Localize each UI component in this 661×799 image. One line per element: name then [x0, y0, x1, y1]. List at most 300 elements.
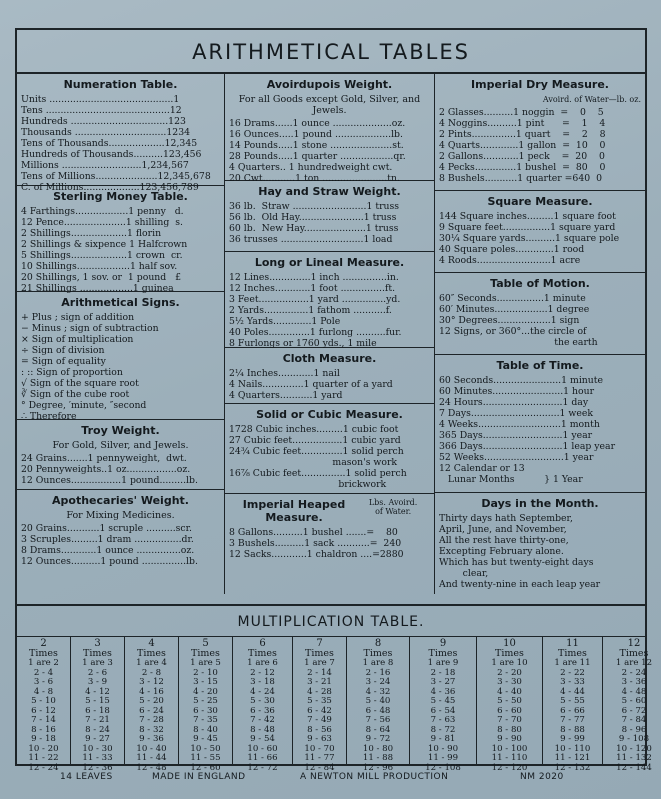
lineal-row: 40 Poles..............1 furlong ..........fur.	[229, 327, 402, 338]
multiplication-row: 3 - 15	[193, 677, 218, 687]
multiplication-row: 4 - 36	[430, 686, 456, 697]
cloth-row: 2¼ Inches............1 nail	[229, 368, 340, 379]
apothecaries-row: 12 Ounces..........1 pound ...............lb.	[21, 556, 198, 567]
multiplication-row: 5 - 25	[193, 696, 218, 706]
avoirdupois-table	[225, 74, 434, 184]
hay-row: 36 trusses ............................1 load	[229, 234, 393, 245]
multiplication-row: 1 are 8	[362, 658, 394, 668]
multiplication-row: 4 - 8	[33, 686, 54, 697]
multiplication-row: 10 - 120	[616, 743, 652, 754]
motion-row: 12 Signs, or 360°...the circle of	[439, 326, 587, 337]
multiplication-row: 9 - 45	[193, 734, 218, 744]
multiplication-row: 1 are 4	[136, 658, 167, 668]
multiplication-number: 5	[202, 638, 209, 649]
signs-row: ÷ Sign of division	[21, 345, 105, 356]
multiplication-row: 2 - 12	[250, 667, 275, 678]
motion-row: 60′ Minutes..................1 degree	[439, 304, 590, 315]
multiplication-row: 6 - 66	[560, 705, 585, 716]
square-table	[435, 191, 645, 273]
signs-title: Arithmetical Signs.	[61, 296, 180, 309]
multiplication-row: 4 - 24	[250, 686, 275, 697]
multiplication-row: 8 - 56	[307, 724, 332, 735]
multiplication-row: 3 - 33	[560, 677, 585, 687]
signs-row: √ Sign of the square root	[21, 378, 139, 389]
cloth-title: Cloth Measure.	[282, 352, 377, 365]
multiplication-row: 9 - 18	[31, 734, 56, 744]
sterling-row: 21 Shillings ..................1 guinea	[21, 283, 174, 294]
multiplication-row: 9 - 72	[365, 734, 391, 744]
multiplication-times-label: Times	[305, 648, 334, 659]
numeration-row: Tens ..........................................12	[21, 105, 182, 116]
multiplication-row: 12 - 132	[554, 762, 591, 773]
multiplication-times-label: Times	[428, 648, 458, 659]
signs-row: × Sign of multiplication	[21, 334, 134, 345]
footer-production: A NEWTON MILL PRODUCTION	[300, 772, 449, 782]
multiplication-row: 6 - 24	[139, 705, 164, 716]
avoirdupois-row: 16 Drams......1 ounce ....................oz.	[229, 118, 406, 129]
multiplication-column	[125, 637, 179, 773]
multiplication-column	[233, 637, 293, 773]
multiplication-row: 5 - 10	[31, 696, 56, 706]
sterling-row: 2 Shillings & sixpence 1 Halfcrown	[21, 239, 188, 250]
multiplication-row: 4 - 20	[193, 686, 218, 697]
multiplication-column	[293, 637, 347, 773]
lineal-row: 12 Inches............1 foot ...............ft.	[229, 283, 396, 294]
multiplication-row: 7 - 28	[139, 715, 164, 725]
multiplication-row: 4 - 48	[621, 686, 647, 697]
time-row: 60 Minutes........................1 hour	[439, 386, 595, 397]
cubic-row: 16⅞ Cubic feet...............1 solid perch	[229, 468, 407, 479]
multiplication-column	[347, 637, 410, 773]
cubic-table	[225, 404, 434, 494]
numeration-row: Units ..........................................1	[21, 94, 180, 105]
multiplication-times-label: Times	[558, 648, 587, 659]
signs-row: = Sign of equality	[21, 356, 106, 367]
multiplication-number: 3	[94, 638, 101, 649]
multiplication-row: 11 - 33	[82, 753, 113, 763]
multiplication-row: 12 - 24	[28, 762, 59, 773]
multiplication-row: 7 - 63	[430, 715, 456, 725]
multiplication-number: 7	[316, 638, 323, 649]
lineal-row: 5½ Yards.............1 Pole	[229, 316, 341, 327]
days-title: Days in the Month.	[481, 497, 599, 510]
multiplication-number: 9	[439, 638, 447, 649]
multiplication-row: 2 - 20	[497, 667, 522, 678]
cubic-row: brickwork	[229, 479, 387, 490]
multiplication-row: 9 - 90	[497, 734, 522, 744]
troy-table	[17, 420, 224, 490]
multiplication-row: 11 - 55	[190, 753, 221, 763]
apothecaries-subtitle: For Mixing Medicines.	[66, 510, 175, 521]
numeration-table	[17, 74, 224, 193]
sterling-title: Sterling Money Table.	[53, 190, 188, 203]
motion-row: the earth	[439, 337, 598, 348]
time-row: 24 Hours...........................1 day	[439, 397, 589, 408]
multiplication-row: 7 - 84	[621, 715, 647, 725]
signs-row: : :: Sign of proportion	[21, 367, 123, 378]
multiplication-row: 6 - 60	[497, 705, 522, 716]
multiplication-number: 6	[259, 638, 266, 649]
dry-unit-header: Avoird. of Water—lb. oz.	[542, 95, 641, 104]
apothecaries-table	[17, 490, 224, 602]
multiplication-row: 6 - 54	[430, 705, 456, 716]
multiplication-row: 11 - 44	[136, 753, 167, 763]
cubic-row: 24¾ Cubic feet..............1 solid perch	[229, 446, 404, 457]
days-row: And twenty-nine in each leap year	[439, 579, 601, 590]
hay-row: 60 lb. New Hay.....................1 truss	[229, 223, 399, 234]
multiplication-row: 4 - 16	[139, 686, 164, 697]
signs-row: ° Degree, ′minute, ″second	[21, 400, 147, 411]
lineal-row: 8 Furlongs or 1760 yds., 1 mile	[229, 338, 377, 349]
multiplication-row: 12 - 36	[82, 762, 113, 773]
multiplication-row: 3 - 9	[87, 677, 108, 687]
multiplication-row: 10 - 60	[247, 743, 278, 754]
troy-subtitle: For Gold, Silver, and Jewels.	[52, 440, 189, 451]
multiplication-row: 9 - 81	[430, 734, 456, 744]
numeration-row: Tens of Millions.....................12,345,678	[21, 171, 211, 182]
multiplication-row: 10 - 110	[554, 743, 591, 754]
footer-made: MADE IN ENGLAND	[152, 772, 246, 782]
sterling-row: 5 Shillings...................1 crown cr.	[21, 250, 183, 261]
time-row: 366 Days...........................1 leap year	[439, 441, 616, 452]
multiplication-times-label: Times	[248, 648, 277, 659]
multiplication-row: 2 - 22	[560, 667, 585, 678]
multiplication-row: 10 - 40	[136, 743, 167, 754]
multiplication-times-label: Times	[619, 648, 649, 659]
multiplication-row: 12 - 120	[491, 762, 528, 773]
multiplication-row: 8 - 24	[85, 724, 110, 735]
multiplication-row: 7 - 21	[85, 715, 110, 725]
multiplication-column	[17, 637, 71, 773]
multiplication-row: 1 are 6	[247, 658, 278, 668]
footer-leaves: 14 LEAVES	[60, 772, 113, 782]
multiplication-row: 3 - 27	[430, 677, 456, 687]
numeration-row: Hundreds of Thousands..........123,456	[21, 149, 202, 160]
sterling-row: 4 Farthings..................1 penny d.	[21, 206, 184, 217]
square-row: 9 Square feet................1 square yard	[439, 222, 616, 233]
multiplication-row: 1 are 2	[28, 658, 59, 668]
multiplication-row: 10 - 90	[427, 743, 459, 754]
apothecaries-row: 3 Scruples.........1 dram ................dr.	[21, 534, 194, 545]
days-row: All the rest have thirty-one,	[439, 535, 569, 546]
multiplication-row: 2 - 6	[87, 667, 108, 678]
multiplication-row: 3 - 6	[33, 677, 54, 687]
multiplication-row: 7 - 14	[31, 715, 56, 725]
multiplication-row: 8 - 88	[560, 724, 585, 735]
multiplication-row: 1 are 11	[554, 658, 591, 668]
multiplication-row: 4 - 40	[497, 686, 522, 697]
multiplication-row: 9 - 99	[560, 734, 585, 744]
multiplication-row: 1 are 7	[304, 658, 335, 668]
multiplication-row: 3 - 30	[497, 677, 522, 687]
multiplication-row: 7 - 77	[560, 715, 585, 725]
dry-row: 4 Pecks..............1 bushel = 80 0	[439, 162, 606, 173]
footer-code: NM 2020	[520, 772, 564, 782]
multiplication-row: 11 - 22	[28, 753, 59, 763]
days-row: Excepting February alone.	[439, 546, 564, 557]
multiplication-row: 2 - 18	[430, 667, 456, 678]
column-middle	[225, 74, 435, 594]
multiplication-row: 10 - 70	[304, 743, 335, 754]
hay-row: 56 lb. Old Hay......................1 truss	[229, 212, 397, 223]
multiplication-row: 2 - 8	[141, 667, 162, 678]
days-table	[435, 493, 645, 602]
square-row: 40 Square poles.............1 rood	[439, 244, 585, 255]
multiplication-number: 12	[627, 638, 641, 649]
dry-row: 2 Pints...............1 quart = 2 8	[439, 129, 606, 140]
column-right	[435, 74, 645, 594]
multiplication-row: 7 - 56	[365, 715, 391, 725]
cloth-row: 4 Nails..............1 quarter of a yard	[229, 379, 393, 390]
multiplication-number: 11	[566, 638, 579, 649]
motion-title: Table of Motion.	[490, 277, 590, 290]
time-row: 52 Weeks...........................1 year	[439, 452, 594, 463]
multiplication-row: 4 - 44	[560, 686, 585, 697]
multiplication-row: 7 - 35	[193, 715, 218, 725]
numeration-row: Hundreds .................................123	[21, 116, 186, 127]
multiplication-row: 10 - 100	[491, 743, 528, 754]
multiplication-column	[603, 637, 661, 773]
multiplication-row: 6 - 42	[307, 705, 332, 716]
tables-frame	[15, 28, 653, 773]
apothecaries-title: Apothecaries' Weight.	[52, 494, 189, 507]
square-row: 4 Roods.........................1 acre	[439, 255, 581, 266]
signs-row: + Plus ; sign of addition	[21, 312, 135, 323]
time-row: 365 Days...........................1 year	[439, 430, 593, 441]
time-row: 12 Calendar or 13	[439, 463, 525, 474]
multiplication-row: 3 - 24	[365, 677, 391, 687]
avoirdupois-title: Avoirdupois Weight.	[266, 78, 393, 91]
sterling-row: 2 Shillings...................1 florin	[21, 228, 162, 239]
multiplication-row: 1 are 12	[615, 658, 653, 668]
multiplication-row: 6 - 12	[31, 705, 56, 716]
multiplication-row: 12 - 144	[616, 762, 652, 773]
motion-row: 60″ Seconds................1 minute	[439, 293, 586, 304]
multiplication-column	[477, 637, 543, 773]
multiplication-row: 11 - 88	[362, 753, 394, 763]
avoirdupois-row: 14 Pounds.....1 stone .....................st.	[229, 140, 404, 151]
multiplication-row: 12 - 108	[425, 762, 461, 773]
multiplication-row: 9 - 27	[85, 734, 110, 744]
multiplication-row: 5 - 15	[85, 696, 110, 706]
multiplication-row: 5 - 55	[560, 696, 585, 706]
multiplication-row: 8 - 64	[365, 724, 391, 735]
days-row: April, June, and November,	[439, 524, 567, 535]
multiplication-row: 10 - 80	[362, 743, 394, 754]
lineal-row: 12 Lines..............1 inch ...............in.	[229, 272, 399, 283]
multiplication-row: 1 are 9	[427, 658, 459, 668]
multiplication-row: 10 - 30	[82, 743, 113, 754]
multiplication-row: 8 - 32	[139, 724, 164, 735]
troy-row: 20 Pennyweights..1 oz.................oz.	[21, 464, 191, 475]
multiplication-row: 11 - 99	[427, 753, 459, 763]
signs-table	[17, 292, 224, 420]
dry-row: 4 Noggins..........1 pint = 1 4	[439, 118, 606, 129]
cubic-row: 1728 Cubic inches.........1 cubic foot	[229, 424, 399, 435]
numeration-row: Tens of Thousands...................12,345	[21, 138, 198, 149]
avoirdupois-subtitle: For all Goods except Gold, Silver, and Jewels.	[238, 94, 421, 116]
multiplication-row: 8 - 48	[250, 724, 275, 735]
lineal-row: 2 Yards...............1 fathom ...........f.	[229, 305, 392, 316]
multiplication-number: 10	[503, 638, 516, 649]
dry-row: 8 Bushels...........1 quarter =640 0	[439, 173, 602, 184]
multiplication-row: 5 - 20	[139, 696, 164, 706]
column-left	[17, 74, 225, 594]
multiplication-row: 11 - 77	[304, 753, 335, 763]
square-title: Square Measure.	[487, 195, 593, 208]
signs-row: ∴ Therefore	[21, 411, 77, 422]
multiplication-row: 1 are 5	[190, 658, 221, 668]
multiplication-row: 5 - 35	[307, 696, 332, 706]
multiplication-row: 7 - 49	[307, 715, 332, 725]
hay-title: Hay and Straw Weight.	[258, 185, 401, 198]
multiplication-row: 4 - 12	[85, 686, 110, 697]
numeration-row: Millions ...........................1,234,567	[21, 160, 189, 171]
time-row: 60 Seconds.......................1 minute	[439, 375, 604, 386]
multiplication-row: 9 - 108	[618, 734, 650, 744]
square-row: 30¼ Square yards..........1 square pole	[439, 233, 620, 244]
multiplication-row: 3 - 36	[621, 677, 647, 687]
dry-row: 2 Gallons............1 peck = 20 0	[439, 151, 605, 162]
multiplication-row: 12 - 84	[304, 762, 335, 773]
multiplication-row: 7 - 70	[497, 715, 522, 725]
multiplication-row: 9 - 54	[250, 734, 275, 744]
signs-row: ∛ Sign of the cube root	[21, 389, 130, 400]
multiplication-row: 2 - 24	[621, 667, 647, 678]
square-row: 144 Square inches.........1 square foot	[439, 211, 616, 222]
days-row: Which has but twenty-eight days	[439, 557, 594, 568]
dry-row: 4 Quarts.............1 gallon = 10 0	[439, 140, 606, 151]
heaped-row: 12 Sacks............1 chaldron ....=2880	[229, 549, 404, 560]
multiplication-row: 8 - 72	[430, 724, 456, 735]
avoirdupois-row: 4 Quarters.. 1 hundredweight cwt.	[229, 162, 393, 173]
heaped-unit-header: Lbs. Avoird. of Water.	[368, 498, 418, 516]
heaped-row: 8 Gallons..........1 bushel .......= 80	[229, 527, 398, 538]
multiplication-row: 12 - 72	[247, 762, 278, 773]
cloth-table	[225, 348, 434, 404]
troy-row: 12 Ounces.................1 pound.........lb.	[21, 475, 198, 486]
heaped-title: Imperial Heaped Measure.	[242, 498, 346, 524]
multiplication-row: 7 - 42	[250, 715, 275, 725]
sterling-row: 20 Shillings, 1 sov. or 1 pound £	[21, 272, 182, 283]
multiplication-row: 5 - 40	[365, 696, 391, 706]
avoirdupois-row: 28 Pounds.....1 quarter ..................qr.	[229, 151, 406, 162]
hay-row: 36 lb. Straw .........................1 truss	[229, 201, 400, 212]
motion-table	[435, 273, 645, 355]
heaped-row: 3 Bushels..........1 sack ...........= 240	[229, 538, 402, 549]
multiplication-row: 6 - 48	[365, 705, 391, 716]
multiplication-times-label: Times	[137, 648, 166, 659]
multiplication-row: 10 - 20	[28, 743, 59, 754]
multiplication-times-label: Times	[363, 648, 393, 659]
cubic-row: 27 Cubic feet.................1 cubic yard	[229, 435, 401, 446]
multiplication-row: 12 - 48	[136, 762, 167, 773]
multiplication-row: 8 - 96	[621, 724, 647, 735]
multiplication-row: 3 - 12	[139, 677, 164, 687]
multiplication-row: 5 - 50	[497, 696, 522, 706]
multiplication-row: 8 - 40	[193, 724, 218, 735]
multiplication-column	[543, 637, 603, 773]
multiplication-row: 1 are 10	[491, 658, 528, 668]
multiplication-times-label: Times	[495, 648, 524, 659]
multiplication-column	[71, 637, 125, 773]
multiplication-column	[179, 637, 233, 773]
multiplication-row: 1 are 3	[82, 658, 113, 668]
sterling-row: 10 Shillings..................1 half sov.	[21, 261, 178, 272]
troy-title: Troy Weight.	[81, 424, 160, 437]
multiplication-row: 5 - 45	[430, 696, 456, 706]
multiplication-row: 3 - 21	[307, 677, 332, 687]
time-row: 4 Weeks............................1 month	[439, 419, 600, 430]
cloth-row: 4 Quarters...........1 yard	[229, 390, 343, 401]
multiplication-row: 8 - 80	[497, 724, 522, 735]
numeration-row: Thousands ...............................1234	[21, 127, 191, 138]
multiplication-row: 9 - 36	[139, 734, 164, 744]
multiplication-row: 2 - 14	[307, 667, 332, 678]
apothecaries-row: 8 Drams............1 ounce ...............oz.	[21, 545, 195, 556]
sterling-table	[17, 186, 224, 292]
signs-row: − Minus ; sign of subtraction	[21, 323, 159, 334]
cubic-title: Solid or Cubic Measure.	[256, 408, 403, 421]
multiplication-row: 6 - 36	[250, 705, 275, 716]
multiplication-column	[410, 637, 477, 773]
multiplication-row: 5 - 30	[250, 696, 275, 706]
multiplication-number: 8	[374, 638, 382, 649]
multiplication-row: 6 - 30	[193, 705, 218, 716]
avoirdupois-row: 16 Ounces.....1 pound ...................lb.	[229, 129, 403, 140]
multiplication-times-label: Times	[83, 648, 112, 659]
multiplication-times-label: Times	[191, 648, 220, 659]
dry-title: Imperial Dry Measure.	[471, 78, 609, 91]
time-table	[435, 355, 645, 493]
multiplication-row: 2 - 10	[193, 667, 218, 678]
lineal-title: Long or Lineal Measure.	[254, 256, 405, 269]
multiplication-row: 2 - 4	[33, 667, 54, 678]
numeration-title: Numeration Table.	[63, 78, 178, 91]
multiplication-row: 11 - 132	[616, 753, 652, 763]
multiplication-row: 9 - 63	[307, 734, 332, 744]
hay-table	[225, 181, 434, 252]
multiplication-row: 8 - 16	[31, 724, 56, 735]
multiplication-row: 10 - 50	[190, 743, 221, 754]
multiplication-row: 6 - 72	[621, 705, 647, 716]
multiplication-row: 4 - 28	[307, 686, 332, 697]
multiplication-row: 11 - 110	[491, 753, 528, 763]
lineal-table	[225, 252, 434, 348]
lineal-row: 3 Feet.................1 yard ...............yd.	[229, 294, 401, 305]
footer	[0, 772, 661, 792]
page-title: ARITHMETICAL TABLES	[192, 40, 470, 64]
sterling-row: 12 Pence.....................1 shilling s.	[21, 217, 183, 228]
cubic-row: mason's work	[229, 457, 398, 468]
multiplication-times-label: Times	[29, 648, 58, 659]
motion-row: 30° Degrees..................1 sign	[439, 315, 580, 326]
multiplication-title: MULTIPLICATION TABLE.	[17, 604, 645, 630]
multiplication-row: 12 - 60	[190, 762, 221, 773]
apothecaries-row: 20 Grains...........1 scruple ..........scr.	[21, 523, 193, 534]
dry-table	[435, 74, 645, 191]
multiplication-row: 11 - 66	[247, 753, 278, 763]
troy-row: 24 Grains.......1 pennyweight, dwt.	[21, 453, 187, 464]
multiplication-row: 5 - 60	[621, 696, 647, 706]
dry-row: 2 Glasses..........1 noggin = 0 5	[439, 107, 604, 118]
days-row: clear,	[439, 568, 489, 579]
numeration-row: C. of Millions...................123,456,789	[21, 182, 199, 193]
multiplication-row: 6 - 18	[85, 705, 110, 716]
time-row: 7 Days..............................1 week	[439, 408, 594, 419]
heaped-table	[225, 494, 434, 602]
multiplication-row: 2 - 16	[365, 667, 391, 678]
